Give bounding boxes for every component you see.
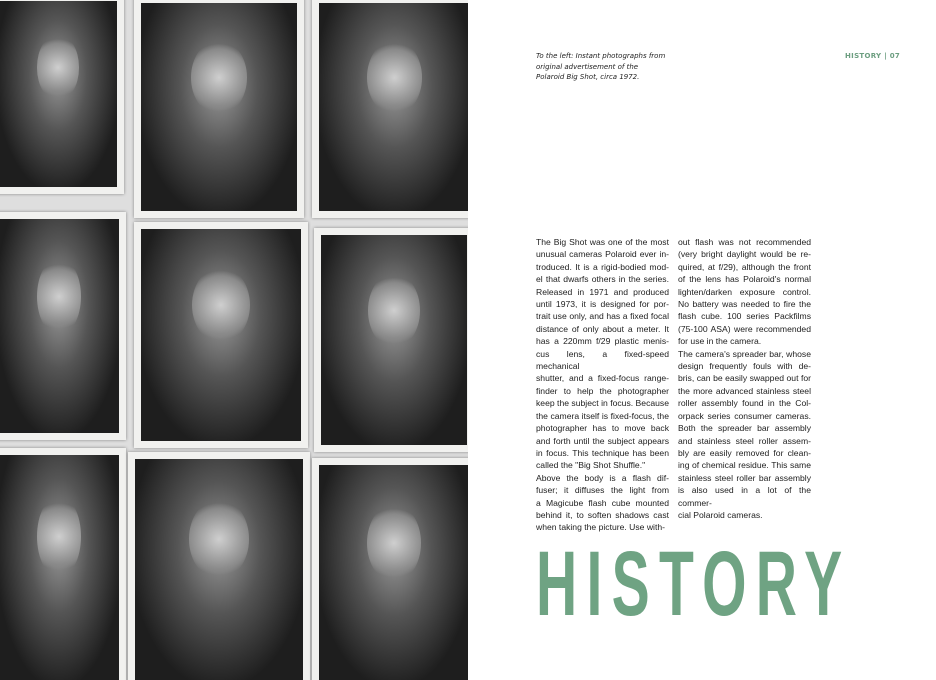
text-line: unusual cameras Polaroid ever in- — [536, 249, 669, 260]
text-line: No battery was needed to fire the — [678, 299, 811, 310]
text-line: roller assembly found in the Col- — [678, 398, 811, 409]
text-line: The camera's spreader bar, whose — [678, 348, 811, 359]
body-columns — [536, 236, 826, 534]
text-line: keep the subject in focus. Because — [536, 398, 669, 409]
text-line: in focus. This technique has been — [536, 447, 669, 458]
text-line: flash cube. 100 series Packfilms — [678, 311, 811, 322]
text-line: called the "Big Shot Shuffle." — [536, 460, 646, 471]
text-line: until 1973, it is designed for por- — [536, 299, 669, 310]
text-line: out flash was not recommended — [678, 237, 811, 247]
text-line: orpack series consumer cameras. — [678, 410, 811, 421]
text-line: trait use only, and has a fixed focal — [536, 311, 669, 322]
text-line: bly are easily removed for clean- — [678, 447, 811, 458]
text-line: of the lens has Polaroid's normal — [678, 274, 811, 285]
page-folio: HISTORY | 07 — [845, 52, 901, 60]
text-line: cial Polaroid cameras. — [678, 509, 763, 520]
text-line: design frequently fouls with de- — [678, 361, 811, 372]
photo-man — [312, 0, 468, 218]
text-line: cus lens, a fixed-speed mechanical — [536, 348, 669, 372]
photo-dog — [312, 458, 468, 680]
photo-caption: To the left: Instant photographs from original advertisement of the Polaroid Big Shot, circa 1972. — [536, 52, 666, 81]
text-line: el that dwarfs others in the series. — [536, 274, 669, 285]
body-column-2 — [678, 236, 811, 521]
text-line: a Magicube flash cube mounted — [536, 497, 669, 508]
text-line: shutter, and a fixed-focus range- — [536, 373, 669, 384]
text-line: Released in 1971 and produced — [536, 286, 669, 297]
text-line: Both the spreader bar assembly — [678, 423, 811, 434]
photo-child — [134, 222, 308, 448]
text-line: for use in the camera. — [678, 336, 762, 347]
text-line: is also used in a lot of the commer- — [678, 485, 811, 508]
text-line: quired, at f/29), although the front — [678, 261, 811, 272]
text-line: distance of only about a meter. It — [536, 323, 669, 334]
body-column-1 — [536, 236, 669, 534]
text-line: and forth until the subject appears — [536, 435, 669, 446]
text-line: has a 220mm f/29 plastic menis- — [536, 336, 669, 347]
text-line: stainless steel roller bar assembly — [678, 472, 811, 483]
photo-old-woman — [128, 452, 310, 680]
text-line: photographer has to move back — [536, 423, 669, 434]
photo-girl — [0, 0, 124, 194]
text-line: Above the body is a flash dif- — [536, 472, 669, 483]
photo-young-woman — [0, 212, 126, 440]
text-line: the camera itself is fixed-focus, the — [536, 410, 669, 421]
article-body — [536, 236, 852, 635]
text-line: (75-100 ASA) were recommended — [678, 323, 811, 334]
photo-young-man — [314, 228, 468, 452]
text-line: and stainless steel roller assem- — [678, 435, 811, 446]
text-line: troduced. It is a rigid-bodied mod- — [536, 261, 669, 272]
text-line: The Big Shot was one of the most — [536, 237, 669, 247]
photo-girl-2 — [0, 448, 126, 680]
text-line: when taking the picture. Use with- — [536, 522, 665, 533]
section-heading: HISTORY — [536, 532, 852, 635]
photo-boy — [134, 0, 304, 218]
text-line: bris, can be easily swapped out for — [678, 373, 811, 384]
text-line: behind it, to soften shadows cast — [536, 509, 669, 520]
text-line: finder to help the photographer — [536, 385, 669, 396]
text-line: the more advanced stainless steel — [678, 385, 811, 396]
text-line: fuser; it diffuses the light from — [536, 485, 669, 496]
text-line: ing of chemical residue. This same — [678, 460, 811, 471]
text-line: lighten/darken exposure control. — [678, 286, 811, 297]
text-line: (very bright daylight would be re- — [678, 249, 811, 260]
